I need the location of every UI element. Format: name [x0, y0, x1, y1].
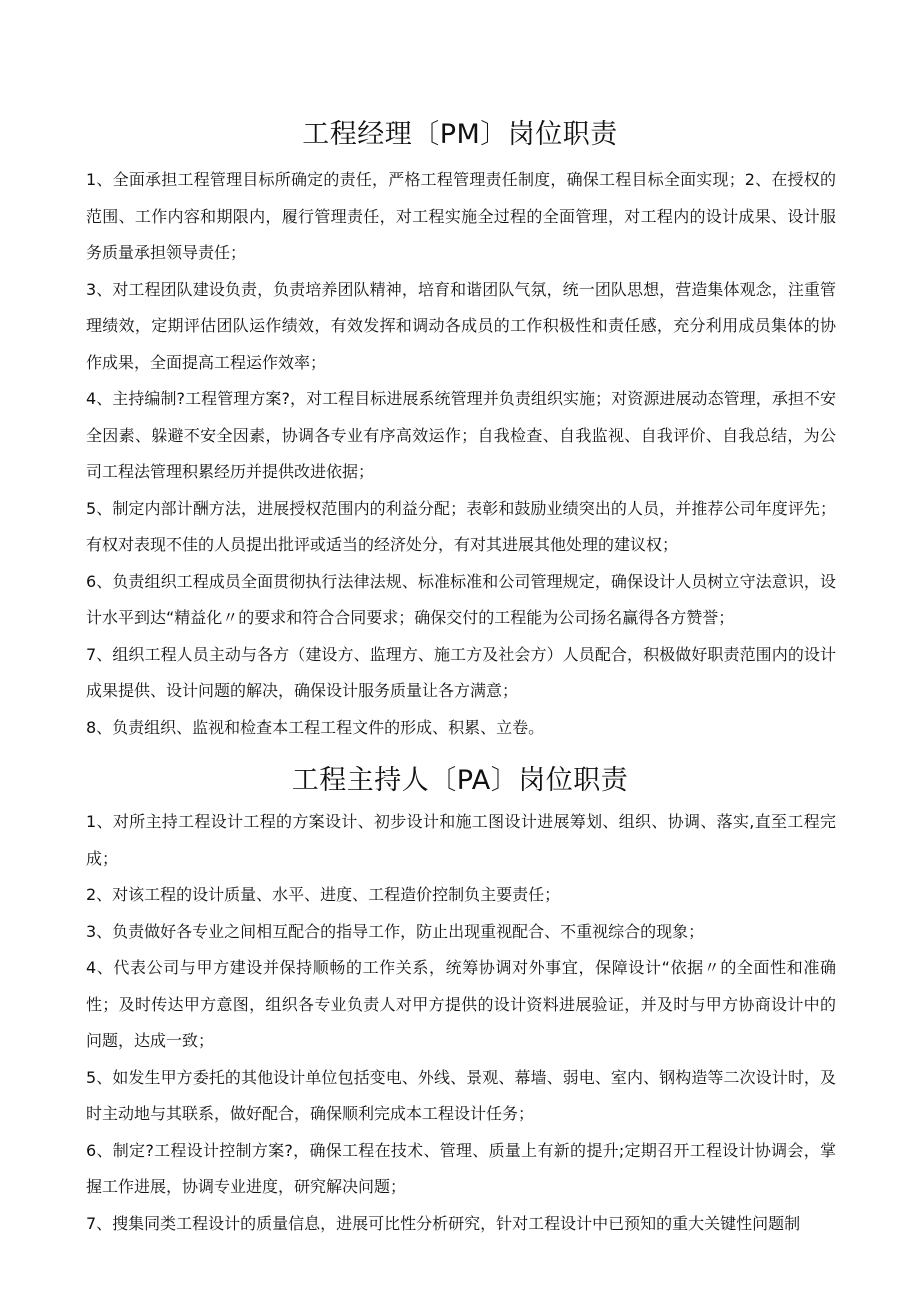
pa-duty-1: 1、对所主持工程设计工程的方案设计、初步设计和施工图设计进展筹划、组织、协调、落实,直至工程完成；	[86, 812, 836, 868]
pm-duties-section	[86, 162, 836, 746]
pa-duty-3: 3、负责做好各专业之间相互配合的指导工作，防止出现重视配合、不重视综合的现象；	[86, 921, 705, 941]
pa-duty-2: 2、对该工程的设计质量、水平、进度、工程造价控制负主要责任；	[86, 885, 561, 904]
pa-duty-7: 7、搜集同类工程设计的质量信息，进展可比性分析研究，针对工程设计中已预知的重大关键性问题制	[86, 1213, 801, 1233]
pm-duty-6: 6、负责组织工程成员全面贯彻执行法律法规、标准标准和公司管理规定，确保设计人员树立守法意识，设计水平到达“精益化〃的要求和符合合同要求；确保交付的工程能为公司扬名赢得各方赞誉；	[86, 571, 836, 627]
pm-duty-4: 4、主持编制?工程管理方案?，对工程目标进展系统管理并负责组织实施；对资源进展动态管理，承担不安全因素、躲避不安全因素，协调各专业有序高效运作；自我检查、自我监视、自我评价、自我总结，为公司工程法管理积累经历并提供改进依据；	[86, 389, 836, 481]
pa-duties-section	[86, 804, 836, 1242]
pm-duty-8: 8、负责组织、监视和检查本工程工程文件的形成、积累、立卷。	[86, 717, 545, 737]
pa-duty-5: 5、如发生甲方委托的其他设计单位包括变电、外线、景观、幕墙、弱电、室内、钢构造等二次设计时，及时主动地与其联系，做好配合，确保顺利完成本工程设计任务；	[86, 1067, 836, 1123]
section-title-pa: 工程主持人〔PA〕岗位职责	[291, 765, 629, 796]
pa-duty-6: 6、制定?工程设计控制方案?，确保工程在技术、管理、质量上有新的提升;定期召开工程设计协调会，掌握工作进展，协调专业进度，研究解决问题；	[86, 1140, 836, 1196]
pm-duty-5: 5、制定内部计酬方法，进展授权范围内的利益分配；表彰和鼓励业绩突出的人员，并推荐公司年度评先；有权对表现不佳的人员提出批评或适当的经济处分，有对其进展其他处理的建议权；	[86, 498, 836, 554]
pm-duty-3: 3、对工程团队建设负责，负责培养团队精神，培育和谐团队气氛，统一团队思想，营造集体观念，注重管理绩效，定期评估团队运作绩效，有效发挥和调动各成员的工作积极性和责任感，充分利用成员集体的协作成果，全面提高工程运作效率；	[86, 279, 836, 372]
pm-duty-1-2: 1、全面承担工程管理目标所确定的责任，严格工程管理责任制度，确保工程目标全面实现；2、在授权的范围、工作内容和期限内，履行管理责任，对工程实施全过程的全面管理，对工程内的设计成果、设计服务质量承担领导责任；	[86, 170, 836, 262]
section-title-pm: 工程经理〔PM〕岗位职责	[302, 119, 618, 150]
pa-duty-4: 4、代表公司与甲方建设并保持顺畅的工作关系，统筹协调对外事宜，保障设计“依据〃的全面性和准确性；及时传达甲方意图，组织各专业负责人对甲方提供的设计资料进展验证，并及时与甲方协商设计中的问题，达成一致；	[86, 958, 836, 1050]
pm-duty-7: 7、组织工程人员主动与各方（建设方、监理方、施工方及社会方）人员配合，积极做好职责范围内的设计成果提供、设计问题的解决，确保设计服务质量让各方满意；	[86, 644, 836, 700]
